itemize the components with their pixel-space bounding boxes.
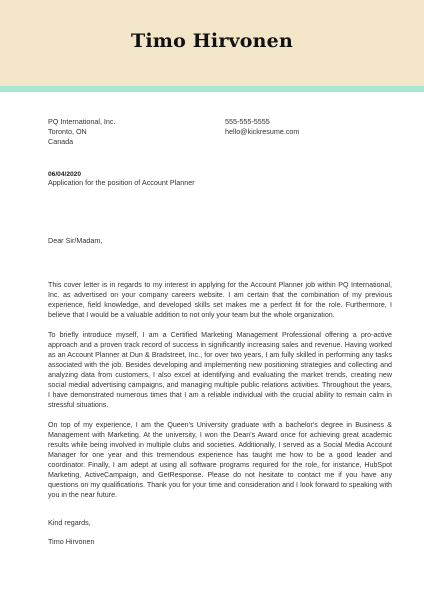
body-paragraph-3: On top of my experience, I am the Queen's University graduate with a bachelor's degree in Business & Management with Marketing. At the university, I won the Dean's Award once for achieving great academic results while being involved in multiple clubs and societies. Additionally, I served as a Social Media Account Manager for one year and this tremendous experience has taught me how to be a good leader and coordinator. Finally, I am adept at using all software programs required for the role, for instance, HubSpot Marketing, ActiveCampaign, and GetResponse. Please do not hesitate to contact me if you have any questions on my qualifications. Thank you for your time and consideration and I look forward to speaking with you in the near future.: [48, 421, 392, 499]
signature: Timo Hirvonen: [48, 537, 95, 546]
applicant-name: Timo Hirvonen: [131, 30, 293, 52]
salutation: Dear Sir/Madam,: [48, 236, 103, 245]
body-paragraph-1: This cover letter is in regards to my interest in applying for the Account Planner job within PQ International, Inc. as advertised on your company careers website. I am certain that the combination of my previous experience, field knowledge, and developed skills set makes me a perfect fit for the role. Furthermore, I believe that I would be a valuable addition to not only your team but the whole organization.: [48, 281, 392, 319]
letter-subject: Application for the position of Account Planner: [48, 178, 195, 187]
sender-contact: [225, 117, 299, 137]
recipient-company: PQ International, Inc.: [48, 117, 116, 126]
body-paragraph-2: To briefly introduce myself, I am a Certified Marketing Management Professional offering a pro-active approach and a proven track record of success in significantly increasing sales and revenue. Having worked as an Account Planner at Dun & Bradstreet, Inc., for over two years, I am fully skilled in performing any tasks associated with the job. Besides developing and implementing new positioning strategies and collecting and analyzing data from customers, I also excel at identifying and evaluating the market trends, creating new social medial advertising campaigns, and managing multiple public relations activities. Throughout the years, I have demonstrated numerous times that I am a reliable individual with the crucial ability to remain calm in stressful situations.: [48, 331, 392, 409]
recipient-country: Canada: [48, 137, 74, 146]
letter-body: [48, 280, 392, 510]
sender-email: hello@kickresume.com: [225, 127, 300, 136]
recipient-city: Toronto, ON: [48, 127, 87, 136]
sender-phone: 555-555-5555: [225, 117, 270, 126]
recipient-address: [48, 117, 116, 147]
closing: Kind regards,: [48, 518, 91, 527]
letter-date: 06/04/2020: [48, 171, 82, 178]
header-accent-stripe: [0, 86, 424, 92]
header-banner: [0, 0, 424, 86]
